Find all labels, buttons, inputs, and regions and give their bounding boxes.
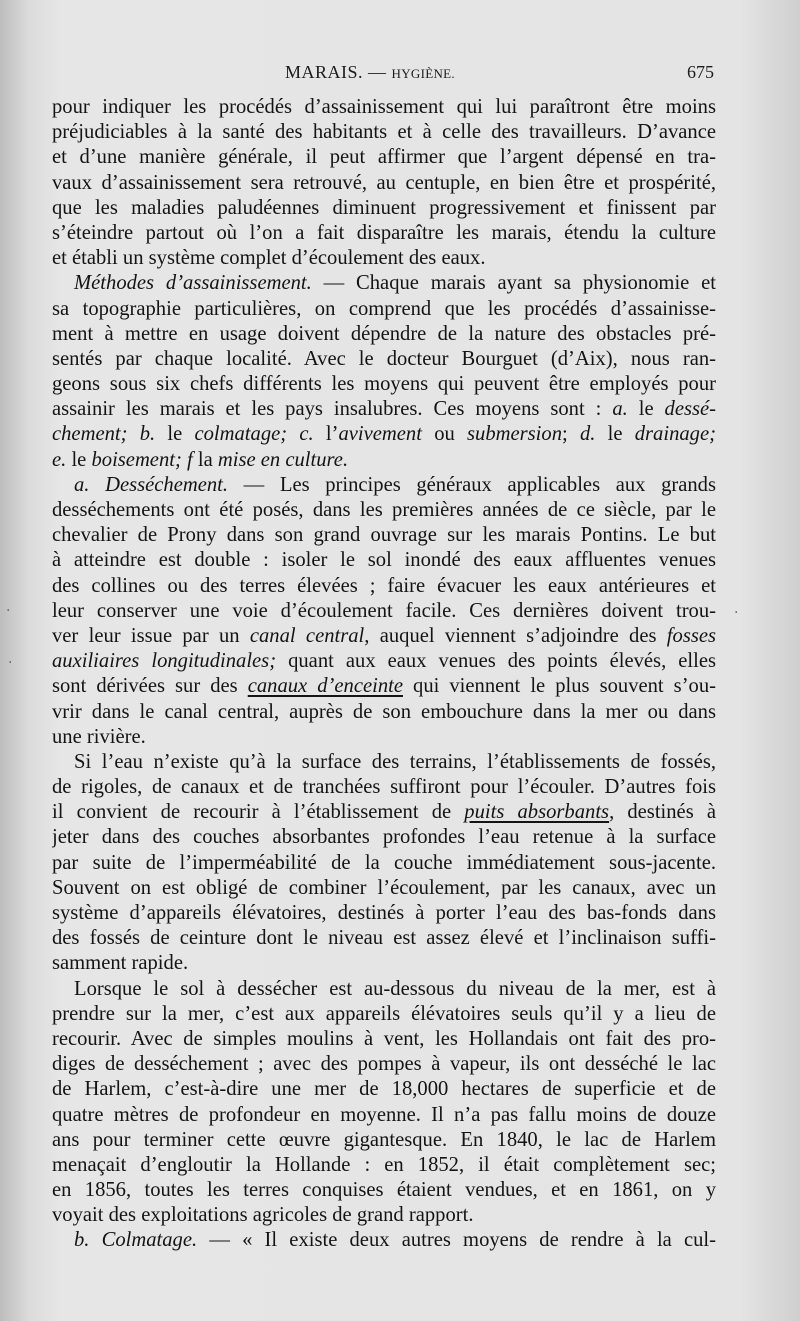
text-segment: chevalier de Prony dans son grand ouvrage sur les marais Pontins. Le but xyxy=(52,524,716,547)
text-line xyxy=(52,926,716,951)
text-segment: quatre mètres de profondeur en moyenne. Il n’a pas fallu moins de douze xyxy=(52,1103,716,1126)
text-segment: vaux d’assainissement sera retrouvé, au centuple, en bien être et prospérité, xyxy=(52,171,716,194)
text-segment: des collines ou des terres élevées ; faire évacuer les eaux antérieures et xyxy=(52,574,716,597)
text-segment: Si l’eau n’existe qu’à la surface des terrains, l’établissements de fossés, xyxy=(74,750,716,773)
text-segment: ver leur issue par un xyxy=(52,624,250,647)
text-line xyxy=(52,1128,716,1153)
italic-term: Méthodes d’assainissement. xyxy=(74,272,312,295)
text-line xyxy=(52,901,716,926)
text-segment: , destinés à xyxy=(609,801,716,824)
italic-term: dessé- xyxy=(664,398,716,421)
italic-term: f xyxy=(186,448,193,471)
text-line xyxy=(52,120,716,145)
text-segment: à atteindre est double : isoler le sol inondé des eaux affluentes venues xyxy=(52,549,716,572)
text-segment: Souvent on est obligé de combiner l’écoulement, par les canaux, avec un xyxy=(52,876,716,899)
text-segment: prendre sur la mer, c’est aux appareils élévatoires seuls qu’il y a lieu de xyxy=(52,1002,716,1025)
italic-term: puits absorbants xyxy=(464,801,610,824)
text-segment: ans pour terminer cette œuvre gigantesque. En 1840, le lac de Harlem xyxy=(52,1128,716,1151)
text-segment: recourir. Avec de simples moulins à vent, les Hollandais ont fait des pro- xyxy=(52,1027,716,1050)
italic-term: colmatage; xyxy=(194,423,288,446)
text-segment: de rigoles, de canaux et de tranchées suffiront pour l’écouler. D’autres fois xyxy=(52,776,716,799)
text-segment: samment rapide. xyxy=(52,952,189,975)
text-segment: et établi un système complet d’écoulement des eaux. xyxy=(52,247,486,270)
text-line xyxy=(52,221,716,246)
text-line xyxy=(52,145,716,170)
text-segment: sentés par chaque localité. Avec le docteur Bourguet (d’Aix), nous ran- xyxy=(52,347,716,370)
text-line xyxy=(52,372,716,397)
italic-term: auxiliaires longitudinales; xyxy=(52,650,277,673)
text-line xyxy=(52,246,716,271)
italic-term: chement; xyxy=(52,423,128,446)
text-line xyxy=(52,574,716,599)
text-line xyxy=(52,171,716,196)
text-segment: — « Il existe deux autres moyens de rendre à la cul- xyxy=(197,1229,716,1252)
italic-term: fosses xyxy=(666,624,716,647)
running-head-title xyxy=(285,62,455,83)
text-line xyxy=(52,523,716,548)
margin-mark-right-1: · xyxy=(734,605,739,621)
text-segment: des fossés de ceinture dont le niveau est assez élevé et l’inclinaison suffi- xyxy=(52,927,716,950)
text-line xyxy=(52,448,716,473)
text-segment: quant aux eaux venues des points élevés, elles xyxy=(276,650,716,673)
text-segment: — Chaque marais ayant sa physionomie et xyxy=(311,272,716,295)
text-segment: geons sous six chefs différents les moyens qui peuvent être employés pour xyxy=(52,373,716,396)
text-line xyxy=(52,977,716,1002)
text-line xyxy=(52,674,716,699)
text-segment: sont dérivées sur des xyxy=(52,675,248,698)
text-line xyxy=(52,700,716,725)
text-segment: préjudiciables à la santé des habitants et à celle des travailleurs. D’avance xyxy=(52,121,716,144)
italic-term: drainage; xyxy=(634,423,716,446)
text-line xyxy=(52,1077,716,1102)
text-line xyxy=(52,1153,716,1178)
italic-term: canaux d’enceinte xyxy=(247,675,403,698)
text-segment: ou xyxy=(421,423,468,446)
text-segment: — Les principes généraux applicables aux grands xyxy=(228,473,716,496)
text-line xyxy=(52,347,716,372)
text-segment: le xyxy=(595,423,635,446)
margin-mark-left-1: · xyxy=(6,603,11,619)
text-line xyxy=(52,473,716,498)
text-segment: , auquel viennent s’adjoindre des xyxy=(364,624,667,647)
text-segment: en 1856, toutes les terres conquises étaient vendues, et en 1861, on y xyxy=(52,1179,716,1202)
page-number: 675 xyxy=(687,62,714,82)
italic-term: canal central xyxy=(249,624,365,647)
text-segment: jeter dans des couches absorbantes profondes l’eau retenue à la surface xyxy=(52,826,716,849)
text-segment: Lorsque le sol à dessécher est au-dessous du niveau de la mer, est à xyxy=(74,977,716,1000)
running-head-subtitle: HYGIÈNE. xyxy=(391,66,455,81)
running-head xyxy=(52,58,716,88)
text-line xyxy=(52,196,716,221)
text-line xyxy=(52,297,716,322)
text-segment: qui viennent le plus souvent s’ou- xyxy=(402,675,716,698)
italic-term: d. xyxy=(579,423,596,446)
text-segment: desséchements ont été posés, dans les premières années de ce siècle, par le xyxy=(52,499,716,521)
body-text xyxy=(52,95,716,1254)
text-segment: le xyxy=(627,398,665,421)
text-segment: sa topographie particulières, on comprend que les procédés d’assainisse- xyxy=(52,297,716,320)
text-segment: une rivière. xyxy=(52,725,146,748)
text-line xyxy=(52,548,716,573)
text-segment: par suite de l’imperméabilité de la couche immédiatement sous-jacente. xyxy=(52,851,716,874)
italic-term: a. xyxy=(612,398,628,421)
text-line xyxy=(52,498,716,523)
text-segment: pour indiquer les procédés d’assainissement qui lui paraîtront être moins xyxy=(52,96,716,118)
text-line xyxy=(52,951,716,976)
text-segment: l’ xyxy=(313,423,339,446)
text-line xyxy=(52,1228,716,1253)
italic-term: a. Desséchement. xyxy=(74,473,229,496)
text-segment: s’éteindre partout où l’on a fait disparaître les marais, étendu la culture xyxy=(52,221,716,244)
text-line xyxy=(52,725,716,750)
text-line xyxy=(52,624,716,649)
italic-term: c. xyxy=(299,423,314,446)
text-segment xyxy=(127,423,139,445)
margin-mark-left-2: · xyxy=(8,655,13,671)
italic-term: b. Colmatage. xyxy=(74,1229,198,1252)
text-line xyxy=(52,322,716,347)
text-line xyxy=(52,1002,716,1027)
text-line xyxy=(52,649,716,674)
text-segment: leur conserver une voie d’écoulement facile. Ces dernières doivent trou- xyxy=(52,599,716,622)
text-segment: système d’appareils élévatoires, destinés à porter l’eau des bas-fonds dans xyxy=(52,902,716,924)
text-segment: assainir les marais et les pays insalubres. Ces moyens sont : xyxy=(52,398,613,421)
italic-term: avivement xyxy=(338,423,422,446)
text-line xyxy=(52,1052,716,1077)
text-segment: il convient de recourir à l’établissement de xyxy=(52,801,465,824)
text-line xyxy=(52,750,716,775)
text-segment: et d’une manière générale, il peut affirmer que l’argent dépensé en tra- xyxy=(52,146,716,169)
italic-term: submersion xyxy=(467,423,562,446)
text-segment xyxy=(287,423,299,445)
text-line xyxy=(52,800,716,825)
text-segment: voyait des exploitations agricoles de grand rapport. xyxy=(52,1204,474,1227)
text-line xyxy=(52,1178,716,1203)
text-line xyxy=(52,95,716,120)
text-line xyxy=(52,825,716,850)
text-line xyxy=(52,599,716,624)
italic-term: e. xyxy=(52,448,67,471)
text-line xyxy=(52,271,716,296)
text-line xyxy=(52,876,716,901)
text-segment: que les maladies paludéennes diminuent progressivement et finissent par xyxy=(52,196,716,219)
text-line xyxy=(52,397,716,422)
italic-term: boisement; xyxy=(91,448,182,471)
text-segment: le xyxy=(66,448,92,471)
text-line xyxy=(52,1203,716,1228)
italic-term: mise en culture. xyxy=(217,448,349,471)
text-line xyxy=(52,422,716,447)
running-head-main: MARAIS. — xyxy=(285,62,392,82)
text-segment: le xyxy=(155,423,195,446)
italic-term: b. xyxy=(139,423,156,446)
text-line xyxy=(52,775,716,800)
text-segment: vrir dans le canal central, auprès de son embouchure dans la mer ou dans xyxy=(52,700,716,723)
text-segment: ; xyxy=(562,423,580,446)
text-line xyxy=(52,1103,716,1128)
text-line xyxy=(52,851,716,876)
text-segment: de Harlem, c’est-à-dire une mer de 18,000 hectares de superficie et de xyxy=(52,1078,716,1101)
text-segment: menaçait d’engloutir la Hollande : en 1852, il était complètement sec; xyxy=(52,1153,716,1176)
text-line xyxy=(52,1027,716,1052)
text-segment: ment à mettre en usage doivent dépendre de la nature des obstacles pré- xyxy=(52,322,716,345)
text-segment: diges de desséchement ; avec des pompes à vapeur, ils ont desséché le lac xyxy=(52,1053,716,1076)
text-segment: la xyxy=(192,448,218,471)
